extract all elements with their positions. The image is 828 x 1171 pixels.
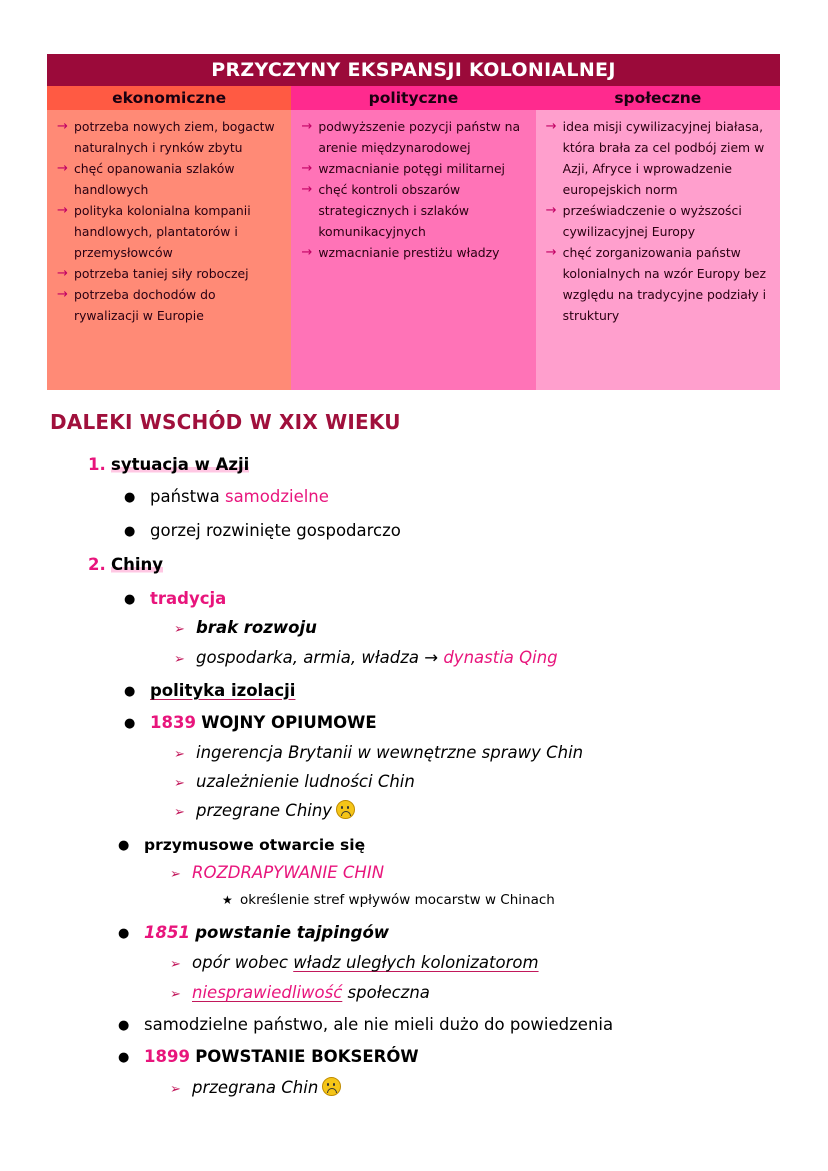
sub-sub-item bbox=[222, 890, 555, 910]
list-item bbox=[301, 179, 527, 242]
table-column bbox=[47, 86, 291, 390]
sub-item bbox=[170, 861, 384, 887]
list-item bbox=[546, 200, 772, 242]
list-item bbox=[301, 116, 527, 158]
list-item bbox=[301, 158, 527, 179]
column-body bbox=[536, 110, 780, 390]
list-item bbox=[118, 1013, 613, 1038]
triangle-bullet-icon: ➢ bbox=[170, 957, 181, 972]
sub-item bbox=[170, 981, 430, 1007]
list-item bbox=[118, 833, 365, 858]
text: przegrana Chin bbox=[192, 1078, 319, 1097]
right-arrow-icon: → bbox=[545, 245, 557, 260]
right-arrow-icon: → bbox=[57, 203, 68, 218]
triangle-bullet-icon: ➢ bbox=[170, 1082, 181, 1097]
heading-asia-label: sytuacja w Azji bbox=[111, 455, 250, 474]
bullet-icon: ● bbox=[118, 838, 130, 853]
underlined-text: władz uległych kolonizatorom bbox=[293, 953, 539, 972]
highlight-text: ROZDRAPYWANIE CHIN bbox=[192, 863, 385, 882]
list-item-text: chęć kontroli obszarów strategicznych i szlaków komunikacyjnych bbox=[318, 182, 470, 239]
text: państwa bbox=[150, 487, 225, 506]
triangle-bullet-icon: ➢ bbox=[170, 987, 181, 1002]
right-arrow-icon: → bbox=[57, 119, 68, 134]
year: 1899 bbox=[144, 1047, 190, 1066]
text: tradycja bbox=[150, 589, 227, 608]
list-item-text: potrzeba dochodów do rywalizacji w Europie bbox=[74, 287, 216, 323]
text: powstanie tajpingów bbox=[195, 923, 390, 942]
right-arrow-icon: → bbox=[545, 203, 557, 218]
table-column bbox=[536, 86, 780, 390]
triangle-bullet-icon: ➢ bbox=[174, 622, 185, 637]
sad-face-icon bbox=[336, 800, 355, 819]
sub-item bbox=[174, 741, 583, 767]
text: przegrane Chiny bbox=[196, 801, 333, 820]
highlight-text: niesprawiedliwość bbox=[192, 983, 343, 1002]
heading-china bbox=[88, 553, 163, 577]
right-arrow-icon: → bbox=[545, 119, 557, 134]
table-title: PRZYCZYNY EKSPANSJI KOLONIALNEJ bbox=[47, 54, 780, 86]
right-arrow-icon: → bbox=[57, 161, 68, 176]
list-item bbox=[546, 116, 772, 200]
list-item-text: wzmacnianie prestiżu władzy bbox=[318, 245, 500, 260]
list-item bbox=[57, 158, 283, 200]
sub-item bbox=[174, 646, 558, 672]
text: POWSTANIE BOKSERÓW bbox=[195, 1047, 419, 1066]
number-2: 2. bbox=[88, 555, 106, 574]
text: uzależnienie ludności Chin bbox=[196, 772, 415, 791]
text: przymusowe otwarcie się bbox=[144, 836, 366, 854]
triangle-bullet-icon: ➢ bbox=[170, 867, 181, 882]
list-item bbox=[124, 519, 401, 544]
triangle-bullet-icon: ➢ bbox=[174, 805, 185, 820]
triangle-bullet-icon: ➢ bbox=[174, 747, 185, 762]
list-item bbox=[118, 921, 389, 946]
bullet-icon: ● bbox=[124, 716, 136, 731]
text: ingerencja Brytanii w wewnętrzne sprawy Chin bbox=[196, 743, 584, 762]
text: określenie stref wpływów mocarstw w Chinach bbox=[240, 892, 555, 908]
text: samodzielne państwo, ale nie mieli dużo do powiedzenia bbox=[144, 1015, 614, 1034]
text: gorzej rozwinięte gospodarczo bbox=[150, 521, 401, 540]
text: społeczna bbox=[342, 983, 430, 1002]
list-item-text: polityka kolonialna kompanii handlowych, plantatorów i przemysłowców bbox=[74, 203, 251, 260]
highlight-text: dynastia Qing bbox=[443, 648, 558, 667]
year: 1851 bbox=[144, 923, 190, 942]
list-item bbox=[57, 200, 283, 263]
star-bullet-icon: ★ bbox=[222, 893, 233, 907]
causes-table bbox=[47, 54, 780, 390]
right-arrow-icon: → bbox=[301, 245, 313, 260]
sad-face-icon bbox=[322, 1077, 341, 1096]
right-arrow-icon: → bbox=[57, 287, 68, 302]
text: gospodarka, armia, władza → bbox=[196, 648, 444, 667]
list-item bbox=[301, 242, 527, 263]
highlight-text: samodzielne bbox=[224, 487, 329, 506]
right-arrow-icon: → bbox=[57, 266, 68, 281]
list-item bbox=[118, 1045, 419, 1070]
list-item bbox=[124, 679, 295, 704]
right-arrow-icon: → bbox=[301, 161, 313, 176]
list-item-text: potrzeba nowych ziem, bogactw naturalnych i rynków zbytu bbox=[74, 119, 275, 155]
heading-asia bbox=[88, 453, 249, 477]
table-columns bbox=[47, 86, 780, 390]
triangle-bullet-icon: ➢ bbox=[174, 776, 185, 791]
list-item-text: podwyższenie pozycji państw na arenie międzynarodowej bbox=[318, 119, 521, 155]
heading-china-label: Chiny bbox=[111, 555, 164, 574]
bullet-icon: ● bbox=[124, 684, 136, 699]
right-arrow-icon: → bbox=[301, 119, 313, 134]
list-item bbox=[57, 263, 283, 284]
bullet-icon: ● bbox=[118, 1050, 130, 1065]
list-item bbox=[124, 587, 226, 612]
column-body bbox=[47, 110, 291, 390]
list-item-text: przeświadczenie o wyższości cywilizacyjnej Europy bbox=[562, 203, 742, 239]
list-item bbox=[124, 711, 377, 736]
sub-item bbox=[170, 951, 539, 977]
list-item-text: idea misji cywilizacyjnej białasa, która brała za cel podbój ziem w Azji, Afryce i wprowadzenie europejskich norm bbox=[562, 119, 765, 197]
number-1: 1. bbox=[88, 455, 106, 474]
list-item-text: potrzeba taniej siły roboczej bbox=[74, 266, 249, 281]
text: WOJNY OPIUMOWE bbox=[201, 713, 377, 732]
right-arrow-icon: → bbox=[301, 182, 313, 197]
bullet-icon: ● bbox=[124, 524, 136, 539]
year: 1839 bbox=[150, 713, 196, 732]
triangle-bullet-icon: ➢ bbox=[174, 652, 185, 667]
sub-item bbox=[174, 770, 415, 796]
sub-item bbox=[174, 616, 317, 642]
text: opór wobec bbox=[192, 953, 294, 972]
list-item-text: wzmacnianie potęgi militarnej bbox=[318, 161, 506, 176]
text: brak rozwoju bbox=[196, 618, 317, 637]
bullet-icon: ● bbox=[118, 1018, 130, 1033]
list-item bbox=[57, 284, 283, 326]
list-item bbox=[546, 242, 772, 326]
list-item bbox=[57, 116, 283, 158]
bullet-icon: ● bbox=[124, 592, 136, 607]
column-body bbox=[291, 110, 535, 390]
list-item bbox=[124, 485, 329, 510]
column-header: polityczne bbox=[291, 86, 535, 110]
bullet-icon: ● bbox=[118, 926, 130, 941]
bullet-icon: ● bbox=[124, 490, 136, 505]
table-column bbox=[291, 86, 535, 390]
sub-item bbox=[174, 799, 355, 825]
column-header: ekonomiczne bbox=[47, 86, 291, 110]
list-item-text: chęć opanowania szlaków handlowych bbox=[74, 161, 235, 197]
text: polityka izolacji bbox=[150, 681, 296, 700]
list-item-text: chęć zorganizowania państw kolonialnych na wzór Europy bez względu na tradycyjne podziały i struktury bbox=[562, 245, 767, 323]
column-header: społeczne bbox=[536, 86, 780, 110]
sub-item bbox=[170, 1076, 341, 1102]
section-title: DALEKI WSCHÓD W XIX WIEKU bbox=[50, 410, 401, 434]
